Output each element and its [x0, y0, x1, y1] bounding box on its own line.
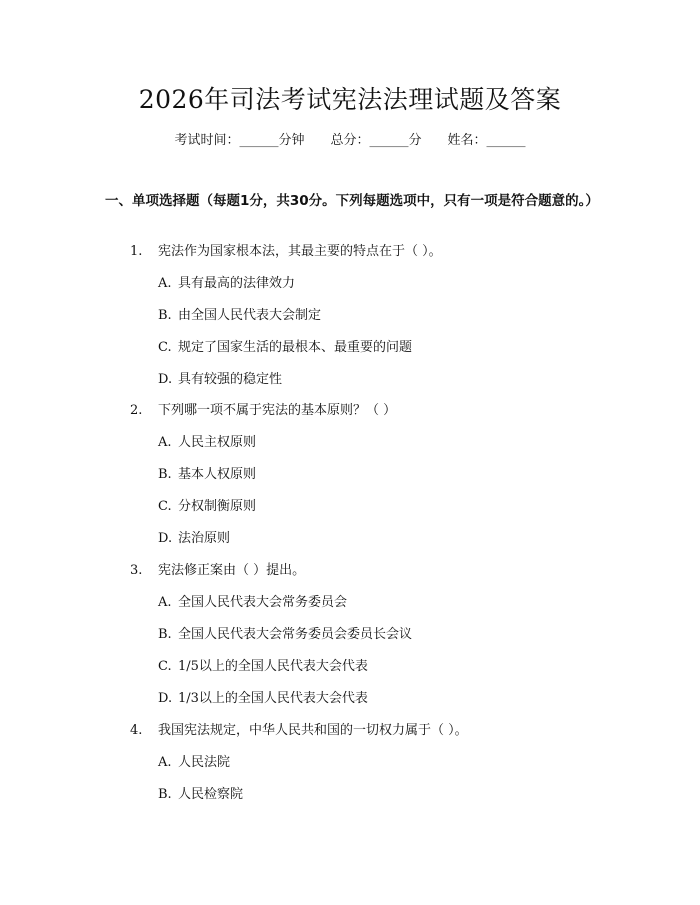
option-text: 具有较强的稳定性: [178, 372, 283, 387]
option-text: 分权制衡原则: [178, 499, 257, 514]
question-1-option-a: [158, 274, 295, 294]
option-letter: C.: [158, 499, 172, 514]
question-4-option-b: [158, 785, 243, 805]
question-2-option-c: [158, 497, 256, 517]
question-number: 1.: [130, 244, 143, 259]
exam-title: 2026年司法考试宪法法理试题及答案: [138, 85, 562, 114]
question-1: [130, 242, 442, 262]
option-text: 全国人民代表大会常务委员会委员长会议: [178, 627, 413, 642]
option-letter: D.: [158, 531, 173, 546]
option-text: 1/3以上的全国人民代表大会代表: [178, 691, 368, 706]
option-text: 具有最高的法律效力: [178, 276, 296, 291]
question-3-option-d: [158, 689, 368, 709]
question-1-option-c: [158, 338, 412, 358]
option-text: 人民法院: [178, 755, 231, 770]
exam-time-label: 考试时间：______分钟: [174, 133, 305, 148]
question-number: 3.: [130, 563, 143, 578]
option-letter: B.: [158, 467, 172, 482]
question-number: 4.: [130, 723, 143, 738]
option-text: 规定了国家生活的最根本、最重要的问题: [178, 340, 413, 355]
question-2-option-a: [158, 433, 256, 453]
question-1-option-b: [158, 306, 321, 326]
option-letter: C.: [158, 340, 172, 355]
question-3-option-a: [158, 593, 347, 613]
question-4: [130, 721, 468, 741]
option-text: 人民主权原则: [178, 435, 257, 450]
question-3-option-b: [158, 625, 412, 645]
question-text: 宪法作为国家根本法，其最主要的特点在于（ ）。: [158, 244, 442, 259]
section-heading: 一、单项选择题（每题1分，共30分。下列每题选项中，只有一项是符合题意的。）: [105, 193, 599, 209]
total-score-label: 总分：______分: [330, 133, 422, 148]
question-number: 2.: [130, 403, 143, 418]
name-label: 姓名：______: [447, 133, 526, 148]
question-4-option-a: [158, 753, 230, 773]
question-text: 下列哪一项不属于宪法的基本原则？（ ）: [158, 403, 397, 418]
option-letter: B.: [158, 787, 172, 802]
question-2-option-b: [158, 465, 256, 485]
option-letter: C.: [158, 659, 172, 674]
option-text: 全国人民代表大会常务委员会: [178, 595, 348, 610]
option-letter: A.: [158, 276, 172, 291]
exam-meta-line: [0, 131, 700, 151]
option-text: 1/5以上的全国人民代表大会代表: [178, 659, 368, 674]
option-text: 人民检察院: [178, 787, 244, 802]
option-text: 法治原则: [178, 531, 231, 546]
option-letter: D.: [158, 372, 173, 387]
option-letter: D.: [158, 691, 173, 706]
option-letter: B.: [158, 308, 172, 323]
option-letter: A.: [158, 595, 172, 610]
option-letter: A.: [158, 755, 172, 770]
question-2: [130, 401, 396, 421]
option-text: 由全国人民代表大会制定: [178, 308, 322, 323]
option-letter: B.: [158, 627, 172, 642]
question-3: [130, 561, 305, 581]
question-text: 我国宪法规定，中华人民共和国的一切权力属于（ ）。: [158, 723, 468, 738]
question-3-option-c: [158, 657, 368, 677]
option-text: 基本人权原则: [178, 467, 257, 482]
question-1-option-d: [158, 370, 282, 390]
question-2-option-d: [158, 529, 230, 549]
option-letter: A.: [158, 435, 172, 450]
question-text: 宪法修正案由（ ）提出。: [158, 563, 306, 578]
